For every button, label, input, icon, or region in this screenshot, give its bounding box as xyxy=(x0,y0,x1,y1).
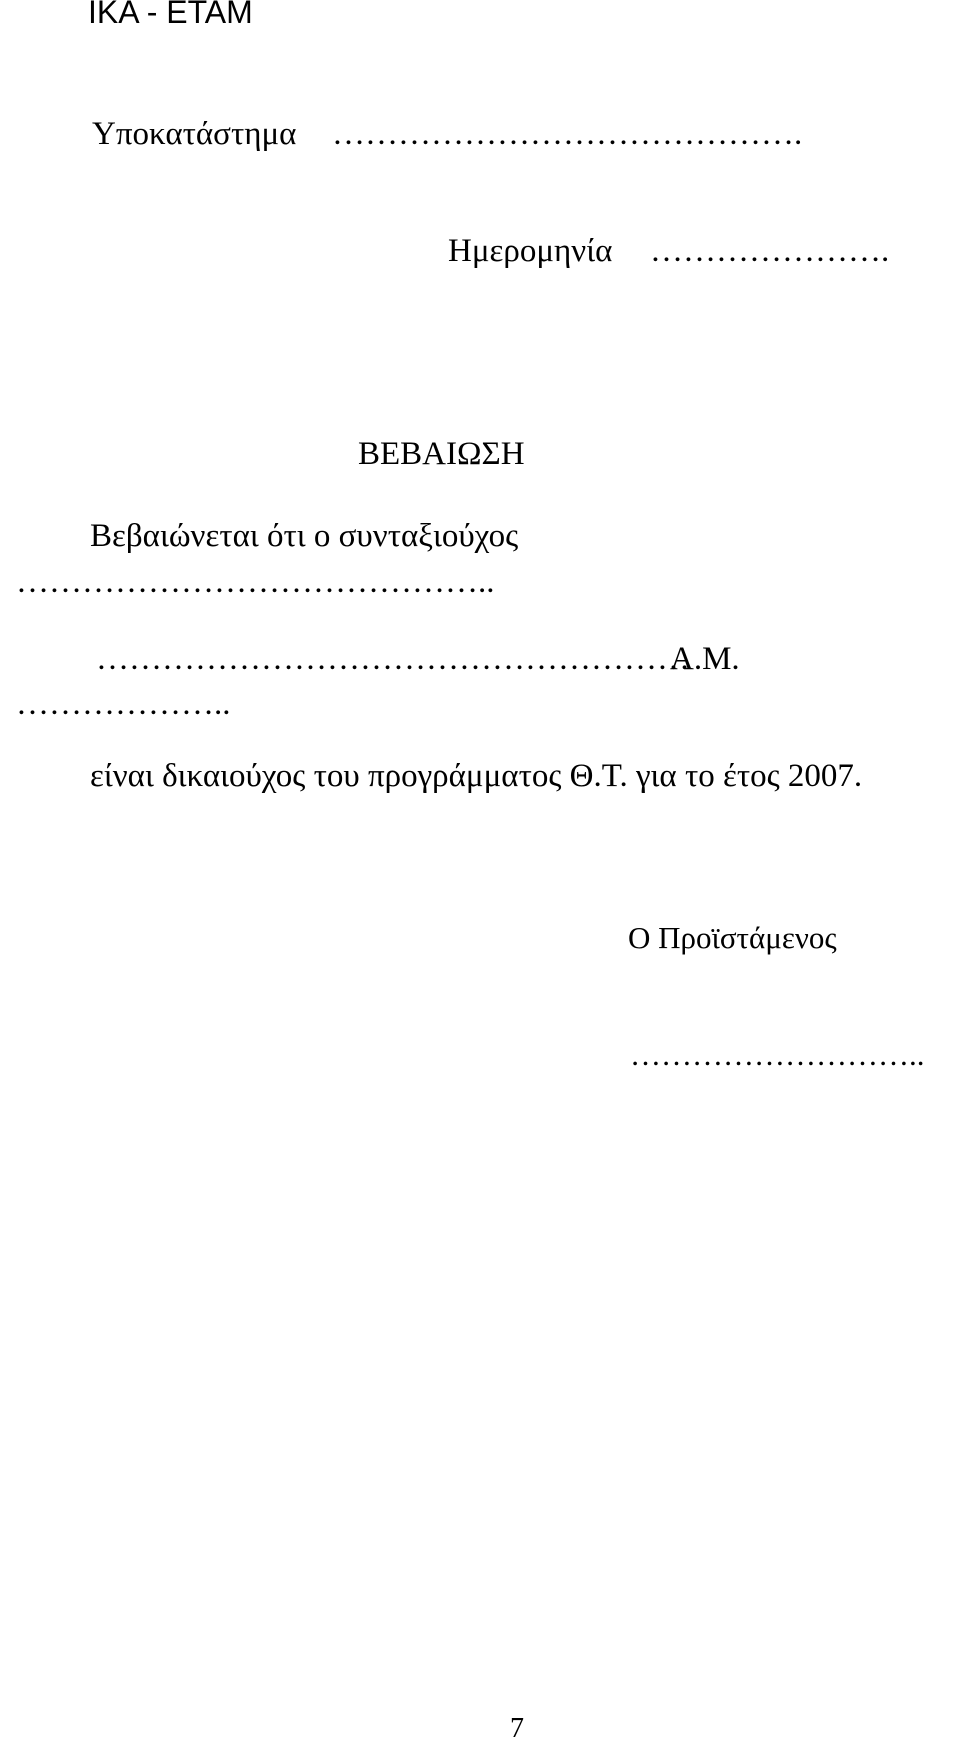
entitlement-statement: είναι δικαιούχος του προγράμματος Θ.Τ. για το έτος 2007. xyxy=(90,758,863,794)
pensioner-name-fill-line-2: ……………………………………………… xyxy=(96,641,690,677)
organization-name: ΙΚΑ - ΕΤΑΜ xyxy=(88,0,253,30)
date-fill-line: …………………. xyxy=(650,233,890,269)
document-title: ΒΕΒΑΙΩΣΗ xyxy=(358,436,525,472)
pensioner-name-fill-line: …………………………………….. xyxy=(16,564,495,600)
branch-fill-line: ……………………………………. xyxy=(332,116,803,152)
certify-text: Βεβαιώνεται ότι ο συνταξιούχος xyxy=(90,518,519,554)
signatory-title: Ο Προϊστάμενος xyxy=(628,920,837,955)
branch-label: Υποκατάστημα xyxy=(92,116,297,152)
page-number: 7 xyxy=(510,1713,524,1744)
date-label: Ημερομηνία xyxy=(448,233,613,269)
registry-number-label: Α.Μ. xyxy=(670,641,740,677)
signature-fill-line: ……………………….. xyxy=(630,1037,925,1072)
registry-number-fill-line: ……………….. xyxy=(16,686,231,722)
